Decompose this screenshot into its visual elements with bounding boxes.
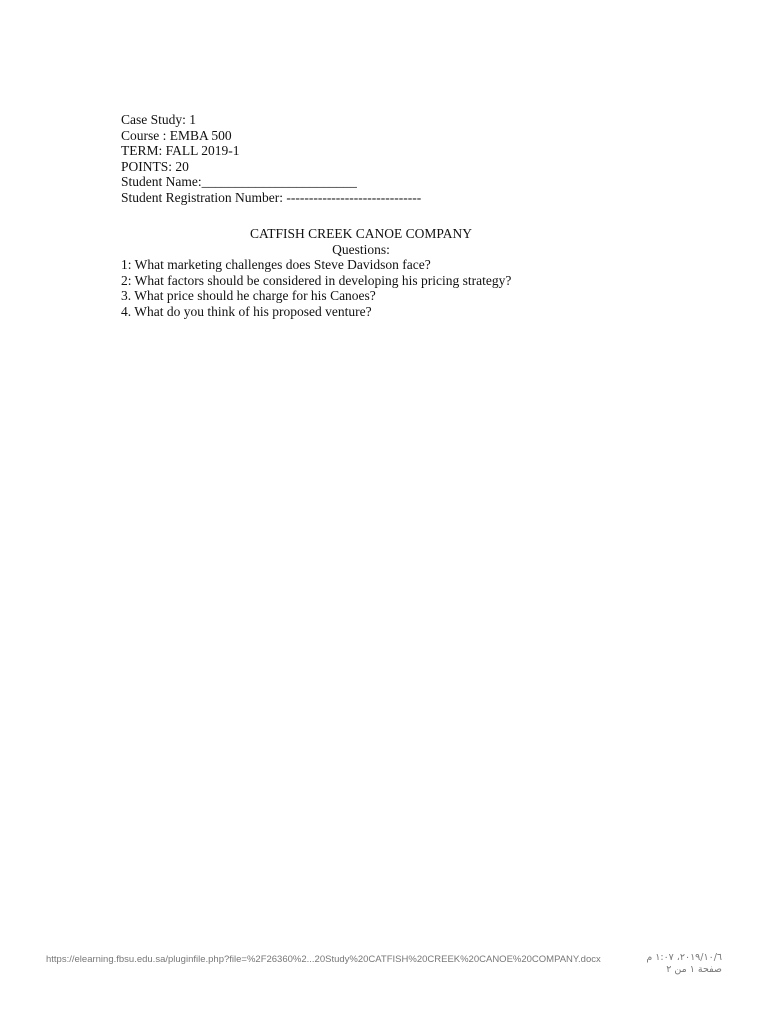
footer-page-indicator: صفحة ١ من ٢ xyxy=(666,964,722,975)
question-item: 3. What price should he charge for his Canoes? xyxy=(121,288,376,304)
case-study-number: Case Study: 1 xyxy=(121,112,197,127)
questions-section xyxy=(121,226,601,320)
student-name-field: Student Name:_______________________ xyxy=(121,174,357,190)
footer-datetime: ٢٠١٩/١٠/٦، ١:٠٧ م xyxy=(646,952,722,963)
case-study-header xyxy=(121,112,681,206)
questions-heading: Questions: xyxy=(332,241,390,257)
footer-url: https://elearning.fbsu.edu.sa/pluginfile.php?file=%2F26360%2...20Study%20CATFISH%20CREEK%20CANOE%20COMPANY.docx xyxy=(46,954,601,965)
term: TERM: FALL 2019-1 xyxy=(121,143,240,159)
footer-meta xyxy=(646,952,722,976)
question-item: 1: What marketing challenges does Steve Davidson face? xyxy=(121,257,431,273)
points: POINTS: 20 xyxy=(121,158,189,174)
question-item: 2: What factors should be considered in developing his pricing strategy? xyxy=(121,272,512,288)
course-code: Course : EMBA 500 xyxy=(121,127,232,143)
document-title: CATFISH CREEK CANOE COMPANY xyxy=(250,226,472,241)
student-registration-field: Student Registration Number: ------------------------------ xyxy=(121,189,422,205)
question-item: 4. What do you think of his proposed venture? xyxy=(121,303,372,319)
